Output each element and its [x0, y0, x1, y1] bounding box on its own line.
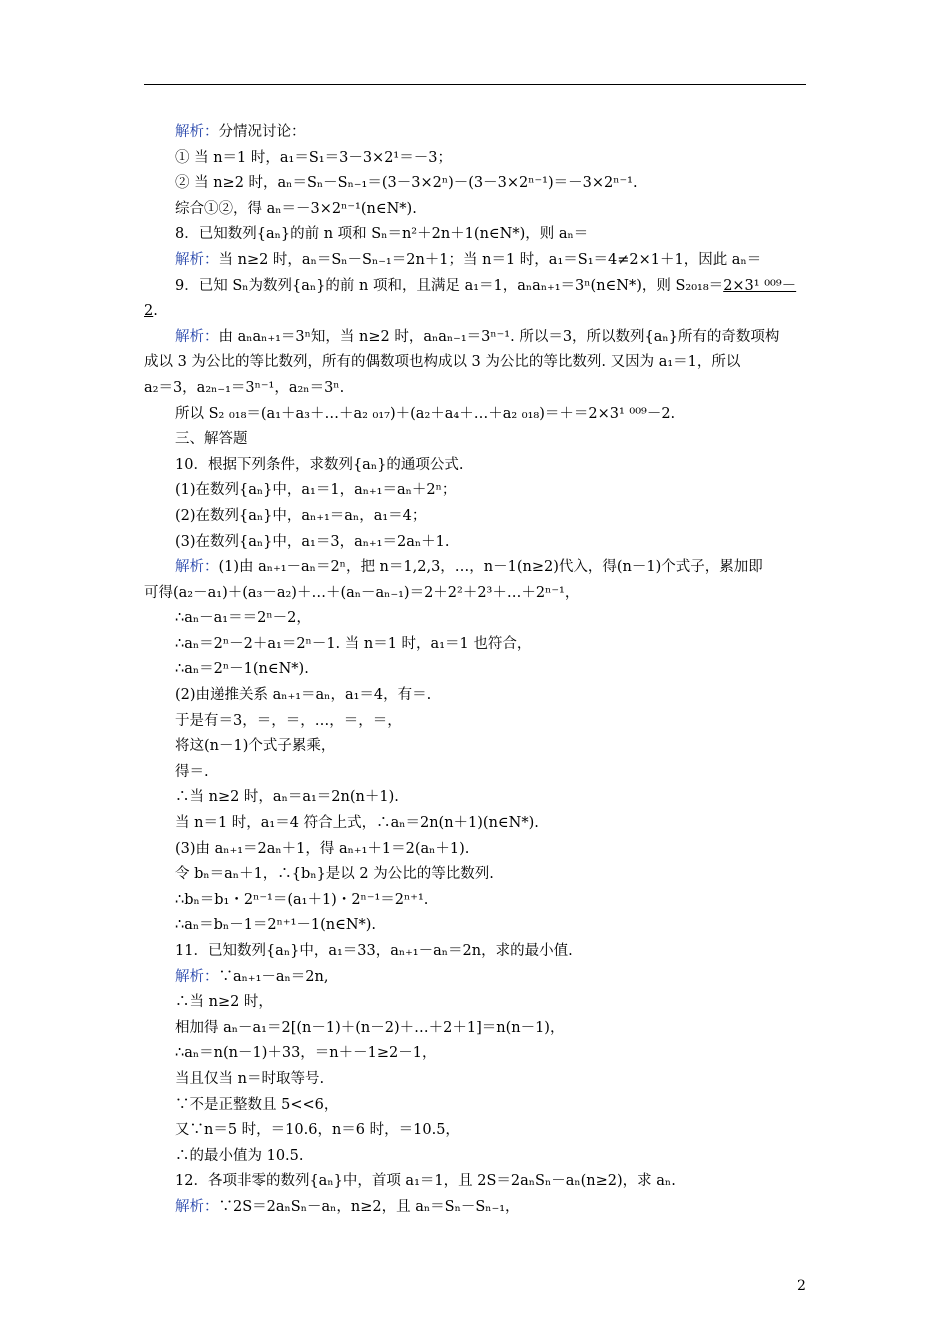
jiexi-label: 解析：	[175, 124, 219, 140]
text-line: 综合①②，得 aₙ＝－3×2ⁿ⁻¹(n∈N*).	[175, 200, 417, 217]
text-line: 当 n＝1 时，a₁＝4 符合上式，∴aₙ＝2n(n＋1)(n∈N*).	[175, 815, 539, 832]
text-line: 解析：(1)由 aₙ₊₁－aₙ＝2ⁿ，把 n＝1,2,3，…，n－1(n≥2)代入，得(n－1)个式子，累加即	[175, 559, 763, 576]
text-line: ∴bₙ＝b₁・2ⁿ⁻¹＝(a₁＋1)・2ⁿ⁻¹＝2ⁿ⁺¹.	[175, 891, 429, 908]
jiexi-label: 解析：	[175, 559, 219, 576]
text-line: ∴aₙ＝bₙ－1＝2ⁿ⁺¹－1(n∈N*).	[175, 917, 377, 934]
text-line: ∴当 n≥2 时，aₙ＝a₁＝2n(n＋1).	[175, 789, 399, 806]
question-8: 8．已知数列{aₙ}的前 n 项和 Sₙ＝n²＋2n＋1(n∈N*)，则 aₙ＝	[175, 226, 589, 243]
question-9: 9．已知 Sₙ为数列{aₙ}的前 n 项和，且满足 a₁＝1，aₙaₙ₊₁＝3ⁿ(n∈N*)，则 S₂₀₁₈＝2×3¹ ⁰⁰⁹－	[175, 277, 797, 294]
text-line: 解析：当 n≥2 时，aₙ＝Sₙ－Sₙ₋₁＝2n＋1；当 n＝1 时，a₁＝S₁＝4≠2×1＋1，因此 aₙ＝	[175, 251, 762, 268]
text-line: 解析：分情况讨论：	[175, 124, 306, 140]
text-line: 解析：∵2S＝2aₙSₙ－aₙ，n≥2，且 aₙ＝Sₙ－Sₙ₋₁，	[175, 1198, 520, 1215]
text-line: 可得(a₂－a₁)＋(a₃－a₂)＋…＋(aₙ－aₙ₋₁)＝2＋2²＋2³＋…＋2ⁿ⁻¹，	[144, 584, 580, 601]
text-line: ∴aₙ＝n(n－1)＋33，＝n＋－1≥2－1，	[175, 1045, 437, 1062]
text-line: ∴aₙ＝2ⁿ－1(n∈N*).	[175, 661, 309, 678]
text-line: ② 当 n≥2 时，aₙ＝Sₙ－Sₙ₋₁＝(3－3×2ⁿ)－(3－3×2ⁿ⁻¹)＝－3×2ⁿ⁻¹.	[175, 175, 638, 192]
text-line: 得＝.	[175, 763, 209, 780]
document-body	[144, 120, 806, 1221]
text-line: 于是有＝3，＝，＝，…，＝，＝，	[175, 712, 402, 729]
jiexi-label: 解析：	[175, 251, 219, 268]
answer-blank: 2×3¹ ⁰⁰⁹－	[723, 277, 797, 294]
question-12: 12．各项非零的数列{aₙ}中，首项 a₁＝1，且 2S＝2aₙSₙ－aₙ(n≥2)，求 aₙ.	[175, 1173, 676, 1190]
text-line: ∴当 n≥2 时，	[175, 994, 273, 1011]
text-line: (2)在数列{aₙ}中，aₙ₊₁＝aₙ，a₁＝4；	[175, 507, 427, 524]
text-line: a₂＝3，a₂ₙ₋₁＝3ⁿ⁻¹，a₂ₙ＝3ⁿ.	[144, 379, 345, 396]
page-number: 2	[797, 1278, 806, 1294]
text-line: 解析：∵aₙ₊₁－aₙ＝2n,	[175, 968, 329, 985]
text-line: 又∵n＝5 时，＝10.6，n＝6 时，＝10.5，	[175, 1122, 460, 1139]
text-line: ∴aₙ－a₁＝＝2ⁿ－2，	[175, 610, 311, 627]
text-line: (1)在数列{aₙ}中，a₁＝1，aₙ₊₁＝aₙ＋2ⁿ；	[175, 482, 457, 499]
text-line: ∴的最小值为 10.5.	[175, 1147, 304, 1164]
text-line: 所以 S₂ ₀₁₈＝(a₁＋a₃＋…＋a₂ ₀₁₇)＋(a₂＋a₄＋…＋a₂ ₀₁₈)＝＋＝2×3¹ ⁰⁰⁹－2.	[175, 405, 676, 422]
text-line: ∵不是正整数且 5<<6，	[175, 1096, 339, 1113]
text-line: ∴aₙ＝2ⁿ－2＋a₁＝2ⁿ－1. 当 n＝1 时，a₁＝1 也符合，	[175, 635, 532, 652]
text-line: (3)在数列{aₙ}中，a₁＝3，aₙ₊₁＝2aₙ＋1.	[175, 533, 450, 550]
jiexi-label: 解析：	[175, 1198, 219, 1215]
header-rule	[144, 84, 806, 85]
text-line: 解析：由 aₙaₙ₊₁＝3ⁿ知，当 n≥2 时，aₙaₙ₋₁＝3ⁿ⁻¹. 所以＝3，所以数列{aₙ}所有的奇数项构	[175, 328, 780, 345]
jiexi-label: 解析：	[175, 328, 219, 345]
text-line: (2)由递推关系 aₙ₊₁＝aₙ，a₁＝4，有＝.	[175, 687, 432, 704]
text-line: (3)由 aₙ₊₁＝2aₙ＋1，得 aₙ₊₁＋1＝2(aₙ＋1).	[175, 840, 470, 857]
question-10: 10．根据下列条件，求数列{aₙ}的通项公式.	[175, 456, 464, 473]
text-line: 令 bₙ＝aₙ＋1，∴{bₙ}是以 2 为公比的等比数列.	[175, 866, 494, 883]
answer-blank: 2	[144, 303, 154, 320]
question-11: 11．已知数列{aₙ}中，a₁＝33，aₙ₊₁－aₙ＝2n，求的最小值.	[175, 943, 573, 959]
text-line: ① 当 n＝1 时，a₁＝S₁＝3－3×2¹＝－3；	[175, 149, 452, 166]
section-heading: 三、解答题	[175, 431, 248, 448]
text-line: 成以 3 为公比的等比数列，所有的偶数项也构成以 3 为公比的等比数列. 又因为 a₁＝1，所以	[144, 354, 741, 371]
text-line: 相加得 aₙ－a₁＝2[(n－1)＋(n－2)＋…＋2＋1]＝n(n－1)，	[175, 1019, 565, 1036]
text-line: 2.	[144, 303, 158, 320]
jiexi-label: 解析：	[175, 968, 219, 985]
text-line: 当且仅当 n＝时取等号.	[175, 1070, 325, 1087]
text-line: 将这(n－1)个式子累乘，	[175, 738, 336, 755]
